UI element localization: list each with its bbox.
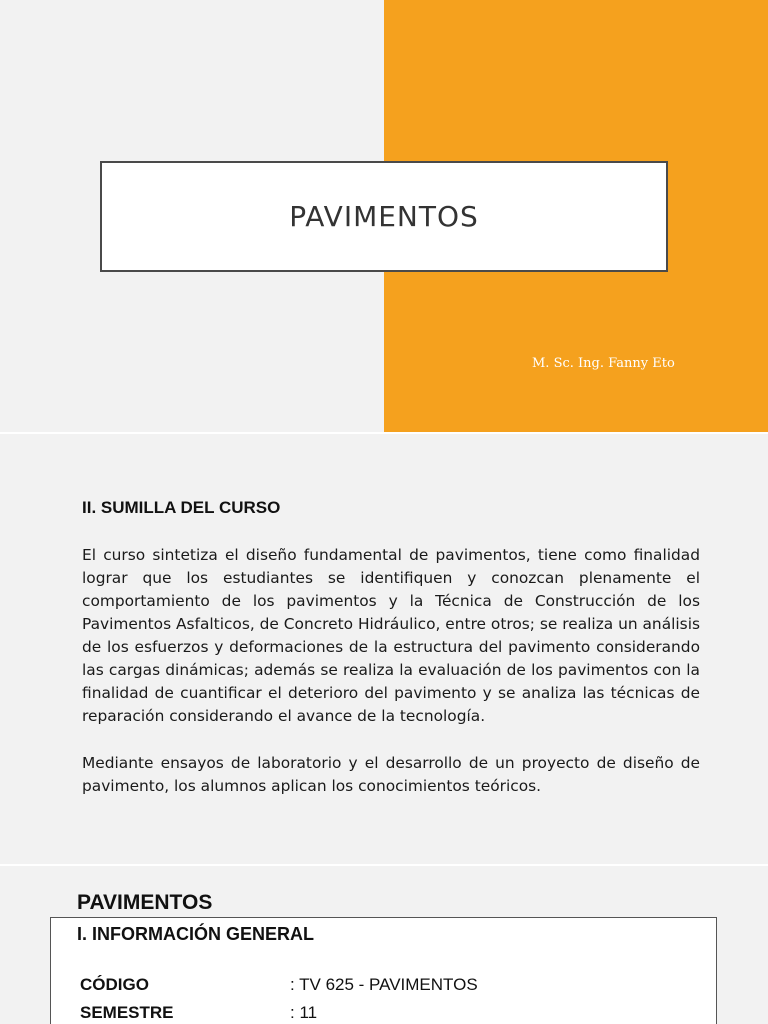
section-heading: I. INFORMACIÓN GENERAL	[77, 924, 314, 944]
info-value: : 11	[290, 1003, 318, 1022]
info-value: : TV 625 - PAVIMENTOS	[290, 975, 478, 994]
info-row	[80, 975, 680, 995]
title-slide	[0, 0, 768, 432]
slide-title: PAVIMENTOS	[289, 200, 479, 233]
summary-slide	[0, 434, 768, 864]
info-label: CÓDIGO	[80, 975, 149, 994]
summary-paragraph: Mediante ensayos de laboratorio y el desarrollo de un proyecto de diseño de pavimento, los alumnos aplican los conocimientos teóricos.	[82, 754, 700, 795]
info-row	[80, 1003, 680, 1023]
info-box	[50, 917, 717, 1024]
title-box	[100, 161, 668, 272]
course-title: PAVIMENTOS	[77, 891, 213, 914]
section-heading: II. SUMILLA DEL CURSO	[82, 498, 281, 517]
author-name: M. Sc. Ing. Fanny Eto	[532, 356, 675, 371]
info-slide	[0, 866, 768, 1024]
info-label: SEMESTRE	[80, 1003, 174, 1022]
summary-paragraph: El curso sintetiza el diseño fundamental de pavimentos, tiene como finalidad lograr que los estudiantes se identifiquen y conozcan plenamente el comportamiento de los pavimentos y la Técnica de Construcción de los Pavimentos Asfalticos, de Concreto Hidráulico, entre otros; se realiza un análisis de los esfuerzos y deformaciones de la estructura del pavimento considerando las cargas dinámicas; además se realiza la evaluación de los pavimentos con la finalidad de cuantificar el deterioro del pavimento y se analiza las técnicas de reparación considerando el avance de la tecnología.	[82, 546, 700, 725]
